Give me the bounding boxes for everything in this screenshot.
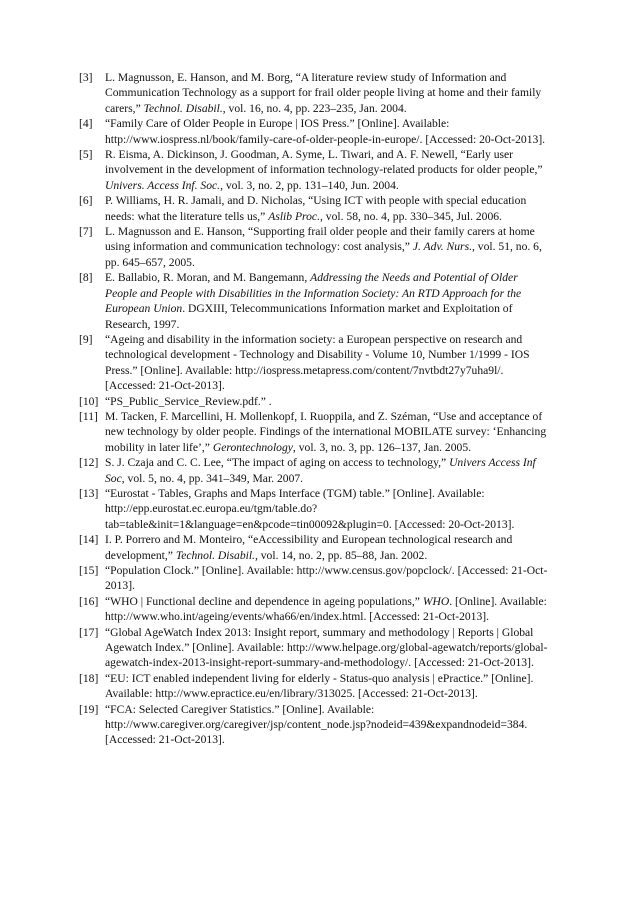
reference-text-segment: , vol. 51, no. 6, pp. 645–657, 2005. <box>105 240 542 269</box>
reference-number: [11] <box>79 409 98 423</box>
reference-text-segment: “Ageing and disability in the information society: a European perspective on research and technological development - Technology and Disability - Volume 10, Number 1/1999 - IOS Press.” [Online]. Available: http://iospress.metapress.com/content/7nvtbdt27y7uha9l/. [Accessed: 21-Oct-2013]. <box>105 332 530 393</box>
reference-text-segment: , vol. 3, no. 2, pp. 131–140, Jun. 2004. <box>220 178 399 192</box>
reference-list <box>79 70 549 748</box>
reference-text-segment: “EU: ICT enabled independent living for elderly - Status-quo analysis | ePractice.” [Online]. Available: http://www.epractice.eu/en/library/313025. [Accessed: 21-Oct-2013]. <box>105 671 534 701</box>
reference-number: [14] <box>79 533 99 547</box>
reference-text <box>105 563 549 594</box>
reference-number: [10] <box>79 394 99 408</box>
reference-text-segment: “Population Clock.” [Online]. Available: http://www.census.gov/popclock/. [Accessed: 21-Oct-2013]. <box>105 564 548 593</box>
reference-text <box>105 671 549 702</box>
reference-entry <box>79 147 549 193</box>
reference-text-segment: . [Online]. Available: http://www.who.int/ageing/events/wha66/en/index.html. [Accessed: 21-Oct-2013]. <box>105 594 547 624</box>
reference-source-italic: Addressing the Needs and Potential of Older People and People with Disabilities in the Information Society: An RTD Approach for the European Union <box>105 271 522 316</box>
reference-entry <box>79 625 549 671</box>
reference-entry <box>79 70 549 116</box>
reference-entry <box>79 224 549 270</box>
reference-entry <box>79 563 549 594</box>
reference-source-italic: Univers Access Inf Soc <box>105 456 536 485</box>
reference-text-segment: . DGXIII, Telecommunications Information market and Exploitation of Research, 1997. <box>105 302 513 331</box>
reference-number: [6] <box>79 194 93 208</box>
reference-number: [16] <box>79 594 99 608</box>
reference-text-segment: M. Tacken, F. Marcellini, H. Mollenkopf, I. Ruoppila, and Z. Széman, “Use and acceptance of new technology by older people. Findings of the international MOBILATE survey: ‘Enhancing mobility in later life’,” <box>105 409 547 454</box>
reference-text <box>105 532 549 563</box>
reference-source-italic: Gerontechnology <box>212 440 293 454</box>
reference-number: [7] <box>79 225 93 239</box>
reference-text <box>105 270 549 332</box>
reference-text-segment: “Eurostat - Tables, Graphs and Maps Interface (TGM) table.” [Online]. Available: http://epp.eurostat.ec.europa.eu/tgm/table.do?tab=table&init=1&language=en&pcode=tin00092&plugin=0. [Accessed: 20-Oct-2013]. <box>105 486 515 531</box>
reference-entry <box>79 671 549 702</box>
reference-text <box>105 116 549 147</box>
reference-number: [9] <box>79 332 93 346</box>
reference-number: [15] <box>79 564 99 577</box>
reference-entry <box>79 486 549 532</box>
reference-text <box>105 594 549 625</box>
reference-text-segment: “Family Care of Older People in Europe | IOS Press.” [Online]. Available: http://www.iospress.nl/book/family-care-of-older-people-in-europe/. [Accessed: 20-Oct-2013]. <box>105 117 546 146</box>
reference-text-segment: “WHO | Functional decline and dependence in ageing populations,” <box>105 594 423 608</box>
reference-text <box>105 625 549 671</box>
reference-text-segment: L. Magnusson and E. Hanson, “Supporting frail older people and their family carers at home using information and communication technology: cost analysis,” <box>105 225 535 254</box>
reference-text-segment: , vol. 14, no. 2, pp. 85–88, Jan. 2002. <box>254 548 428 562</box>
reference-text-segment: P. Williams, H. R. Jamali, and D. Nicholas, “Using ICT with people with special education needs: what the literature tells us,” <box>105 194 527 223</box>
reference-number: [12] <box>79 456 99 470</box>
reference-text <box>105 409 549 455</box>
reference-text-segment: “FCA: Selected Caregiver Statistics.” [Online]. Available: http://www.caregiver.org/caregiver/jsp/content_node.jsp?nodeid=439&expandnodeid=384. [Accessed: 21-Oct-2013]. <box>105 702 528 747</box>
reference-text-segment: “Global AgeWatch Index 2013: Insight report, summary and methodology | Reports | Global Agewatch Index.” [Online]. Available: http://www.helpage.org/global-agewatch/reports/global-agewatch-index-2013-insight-report-summary-and-methodology/. [Accessed: 21-Oct-2013]. <box>105 625 548 670</box>
reference-text-segment: , vol. 16, no. 4, pp. 223–235, Jan. 2004. <box>222 101 407 115</box>
reference-entry <box>79 532 549 563</box>
reference-entry <box>79 193 549 224</box>
reference-entry <box>79 116 549 147</box>
reference-source-italic: WHO <box>422 594 450 608</box>
reference-entry <box>79 455 549 486</box>
reference-text <box>105 486 549 532</box>
reference-text-segment: “PS_Public_Service_Review.pdf.” . <box>105 394 272 408</box>
reference-entry <box>79 270 549 332</box>
reference-text-segment: , vol. 3, no. 3, pp. 126–137, Jan. 2005. <box>292 440 472 454</box>
reference-text <box>105 394 549 409</box>
reference-number: [18] <box>79 671 99 685</box>
reference-entry <box>79 594 549 625</box>
reference-text <box>105 193 549 224</box>
reference-text <box>105 332 549 394</box>
reference-entry <box>79 394 549 409</box>
reference-number: [8] <box>79 271 93 285</box>
reference-text-segment: E. Ballabio, R. Moran, and M. Bangemann, <box>105 271 311 285</box>
reference-source-italic: Univers. Access Inf. Soc. <box>105 178 221 192</box>
reference-text <box>105 147 549 193</box>
reference-number: [19] <box>79 702 99 716</box>
reference-text <box>105 702 549 748</box>
reference-number: [5] <box>79 148 93 162</box>
reference-text-segment: S. J. Czaja and C. C. Lee, “The impact of aging on access to technology,” <box>105 456 450 470</box>
reference-source-italic: Technol. Disabil. <box>143 101 223 115</box>
reference-text <box>105 70 549 116</box>
reference-text-segment: , vol. 58, no. 4, pp. 330–345, Jul. 2006. <box>319 209 502 223</box>
reference-text-segment: L. Magnusson, E. Hanson, and M. Borg, “A literature review study of Information and Communication Technology as a support for frail older people living at home and their family carers,” <box>105 71 542 115</box>
reference-text <box>105 224 549 270</box>
reference-number: [3] <box>79 71 93 84</box>
reference-entry <box>79 332 549 394</box>
reference-text-segment: , vol. 5, no. 4, pp. 341–349, Mar. 2007. <box>121 471 304 485</box>
reference-source-italic: Aslib Proc. <box>268 209 320 223</box>
reference-entry <box>79 409 549 455</box>
reference-number: [13] <box>79 486 99 500</box>
reference-number: [17] <box>79 625 99 639</box>
reference-entry <box>79 702 549 748</box>
reference-source-italic: Technol. Disabil. <box>175 548 255 562</box>
reference-text-segment: R. Eisma, A. Dickinson, J. Goodman, A. Syme, L. Tiwari, and A. F. Newell, “Early user involvement in the development of information technology-related products for older people,” <box>105 148 543 177</box>
reference-source-italic: J. Adv. Nurs. <box>412 240 472 254</box>
reference-text <box>105 455 549 486</box>
reference-text-segment: I. P. Porrero and M. Monteiro, “eAccessibility and European technological research and development,” <box>105 533 513 562</box>
reference-number: [4] <box>79 117 93 131</box>
